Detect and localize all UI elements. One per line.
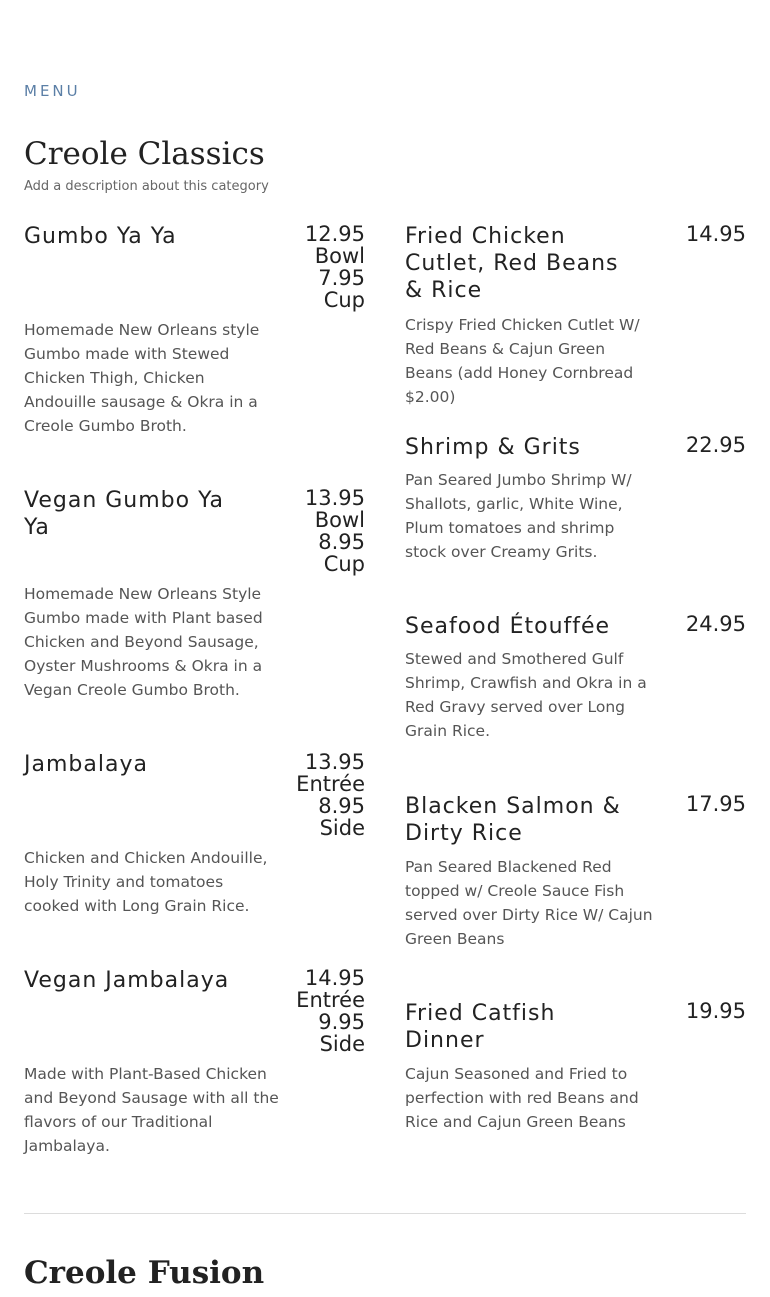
menu-item-name: Gumbo Ya Ya xyxy=(24,224,177,249)
menu-item-price: 19.95 xyxy=(685,999,746,1023)
menu-item-description: Made with Plant-Based Chicken and Beyond Sausage with all the flavors of our Traditional Jambalaya. xyxy=(24,1065,279,1155)
menu-item-name: Vegan Gumbo Ya Ya xyxy=(24,488,224,540)
menu-item-name: Fried Chicken Cutlet, Red Beans & Rice xyxy=(405,224,619,303)
menu-item-description: Cajun Seasoned and Fried to perfection with red Beans and Rice and Cajun Green Beans xyxy=(405,1065,639,1131)
menu-item xyxy=(405,793,746,953)
menu-item xyxy=(24,751,365,931)
menu-item-price: 17.95 xyxy=(685,792,746,816)
menu-item xyxy=(24,487,365,707)
menu-item-description: Pan Seared Blackened Red topped w/ Creole Sauce Fish served over Dirty Rice W/ Cajun Green Beans xyxy=(405,858,653,948)
menu-item xyxy=(405,1000,746,1140)
menu-item-description: Stewed and Smothered Gulf Shrimp, Crawfish and Okra in a Red Gravy served over Long Grain Rice. xyxy=(405,650,647,740)
menu-item xyxy=(24,967,365,1167)
menu-item-description: Chicken and Chicken Andouille, Holy Trinity and tomatoes cooked with Long Grain Rice. xyxy=(24,849,268,915)
menu-item xyxy=(405,434,746,574)
menu-item-name: Vegan Jambalaya xyxy=(24,968,230,993)
menu-item xyxy=(405,613,746,753)
category-description: Add a description about this category xyxy=(24,179,269,194)
menu-item-price: 14.95 xyxy=(685,222,746,246)
menu-item-description: Homemade New Orleans Style Gumbo made with Plant based Chicken and Beyond Sausage, Oyster Mushrooms & Okra in a Vegan Creole Gumbo Broth. xyxy=(24,585,263,699)
menu-item-name: Jambalaya xyxy=(24,752,148,777)
menu-item-description: Homemade New Orleans style Gumbo made with Stewed Chicken Thigh, Chicken Andouille sausage & Okra in a Creole Gumbo Broth. xyxy=(24,321,260,435)
menu-item-price: 14.95 Entrée 9.95 Side xyxy=(296,966,365,1056)
menu-item xyxy=(405,222,746,406)
category-title: Creole Fusion xyxy=(24,1255,265,1291)
menu-item-name: Shrimp & Grits xyxy=(405,435,581,460)
menu-item-description: Pan Seared Jumbo Shrimp W/ Shallots, garlic, White Wine, Plum tomatoes and shrimp stock over Creamy Grits. xyxy=(405,471,632,561)
menu-item-price: 22.95 xyxy=(685,433,746,457)
category-title: Creole Classics xyxy=(24,136,265,172)
menu-item-price: 13.95 Bowl 8.95 Cup xyxy=(304,486,365,576)
menu-item xyxy=(24,223,365,443)
menu-eyebrow: MENU xyxy=(24,82,81,100)
menu-item-name: Blacken Salmon & Dirty Rice xyxy=(405,794,621,846)
menu-item-description: Crispy Fried Chicken Cutlet W/ Red Beans & Cajun Green Beans (add Honey Cornbread $2.00) xyxy=(405,316,640,406)
menu-item-price: 13.95 Entrée 8.95 Side xyxy=(296,750,365,840)
section-divider xyxy=(24,1213,746,1214)
menu-item-name: Seafood Étouffée xyxy=(405,614,611,639)
menu-item-price: 24.95 xyxy=(685,612,746,636)
menu-item-name: Fried Catfish Dinner xyxy=(405,1001,556,1053)
menu-item-price: 12.95 Bowl 7.95 Cup xyxy=(304,222,365,312)
